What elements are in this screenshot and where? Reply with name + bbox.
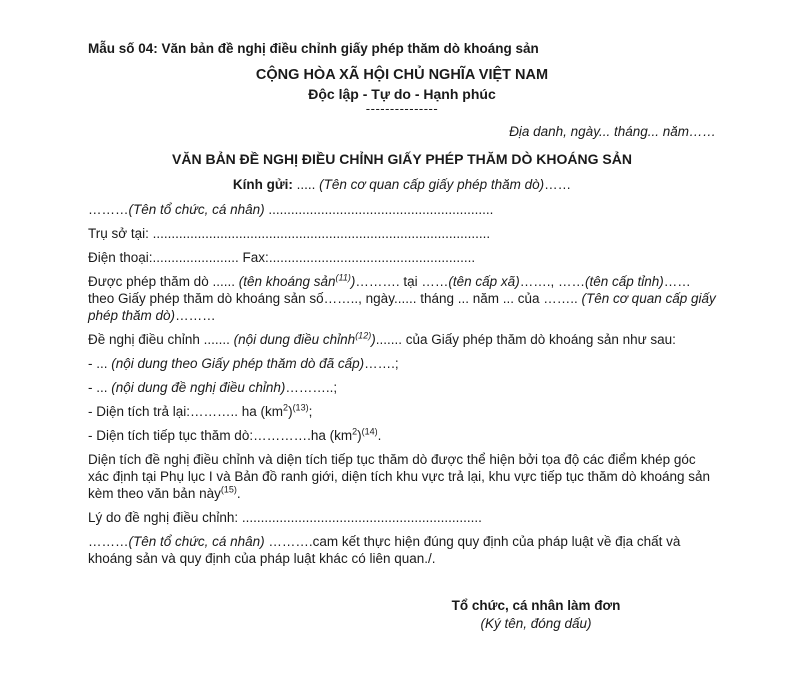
- proposed-content-item: - ... (nội dung đề nghị điều chỉnh)………..;: [88, 380, 338, 395]
- org-name-line: ………(Tên tổ chức, cá nhân) ............................................................: [88, 202, 494, 217]
- continued-area-item: - Diện tích tiếp tục thăm dò:………….ha $(km^2)^{(14)}$.: [88, 426, 382, 443]
- phone-fax-line: Điện thoại:....................... Fax:.......................................................: [88, 250, 476, 265]
- reason-line: Lý do đề nghị điều chỉnh: ................................................................: [88, 510, 482, 525]
- signature-block: [381, 597, 691, 633]
- signature-title: Tổ chức, cá nhân làm đơn: [451, 598, 621, 613]
- adjustment-request-line: Đề nghị điều chỉnh ....... (nội dung điều chỉnh$^{(12)}$)....... của Giấy phép thăm dò khoáng sản như sau:: [88, 330, 676, 347]
- document-title: VĂN BẢN ĐỀ NGHỊ ĐIỀU CHỈNH GIẤY PHÉP THĂM DÒ KHOÁNG SẢN: [172, 151, 632, 167]
- salutation-line: Kính gửi: ..... (Tên cơ quan cấp giấy phép thăm dò)……: [232, 177, 572, 192]
- license-info-paragraph: Được phép thăm dò ...... (tên khoáng sản$^{(11)}$)………. tại ……(tên cấp xã)……., ……(tên cấp tỉnh)…… theo Giấy phép thăm dò khoáng sản số…….., ngày...... tháng ... năm ... của …….. (Tên cơ quan cấp giấy phép thăm dò)………: [88, 272, 716, 323]
- national-title: CỘNG HÒA XÃ HỘI CHỦ NGHĨA VIỆT NAM: [255, 67, 549, 83]
- current-content-item: - ... (nội dung theo Giấy phép thăm dò đã cấp)…….;: [88, 356, 399, 371]
- date-place-line: Địa danh, ngày... tháng... năm……: [509, 124, 716, 139]
- address-line: Trụ sở tại: ..........................................................................................: [88, 226, 491, 241]
- national-header: [88, 66, 716, 115]
- area-description-paragraph: Diện tích đề nghị điều chỉnh và diện tích tiếp tục thăm dò được thể hiện bởi tọa độ các điểm khép góc xác định tại Phụ lục I và Bản đồ ranh giới, diện tích khu vực trả lại, khu vực tiếp tục thăm dò khoáng sản kèm theo văn bản này$^{(15)}$.: [88, 452, 711, 501]
- header-separator: ---------------: [365, 101, 439, 116]
- signature-note: (Ký tên, đóng dấu): [480, 616, 592, 631]
- commitment-paragraph: ………(Tên tổ chức, cá nhân) ……….cam kết thực hiện đúng quy định của pháp luật về địa chất và khoáng sản và quy định của pháp luật khác có liên quan./.: [88, 534, 681, 566]
- returned-area-item: - Diện tích trả lại:……….. ha $(km^2)^{(13)}$;: [88, 402, 313, 419]
- national-motto: Độc lập - Tự do - Hạnh phúc: [308, 86, 496, 102]
- form-number-label: Mẫu số 04: Văn bản đề nghị điều chỉnh giấy phép thăm dò khoáng sản: [88, 41, 539, 56]
